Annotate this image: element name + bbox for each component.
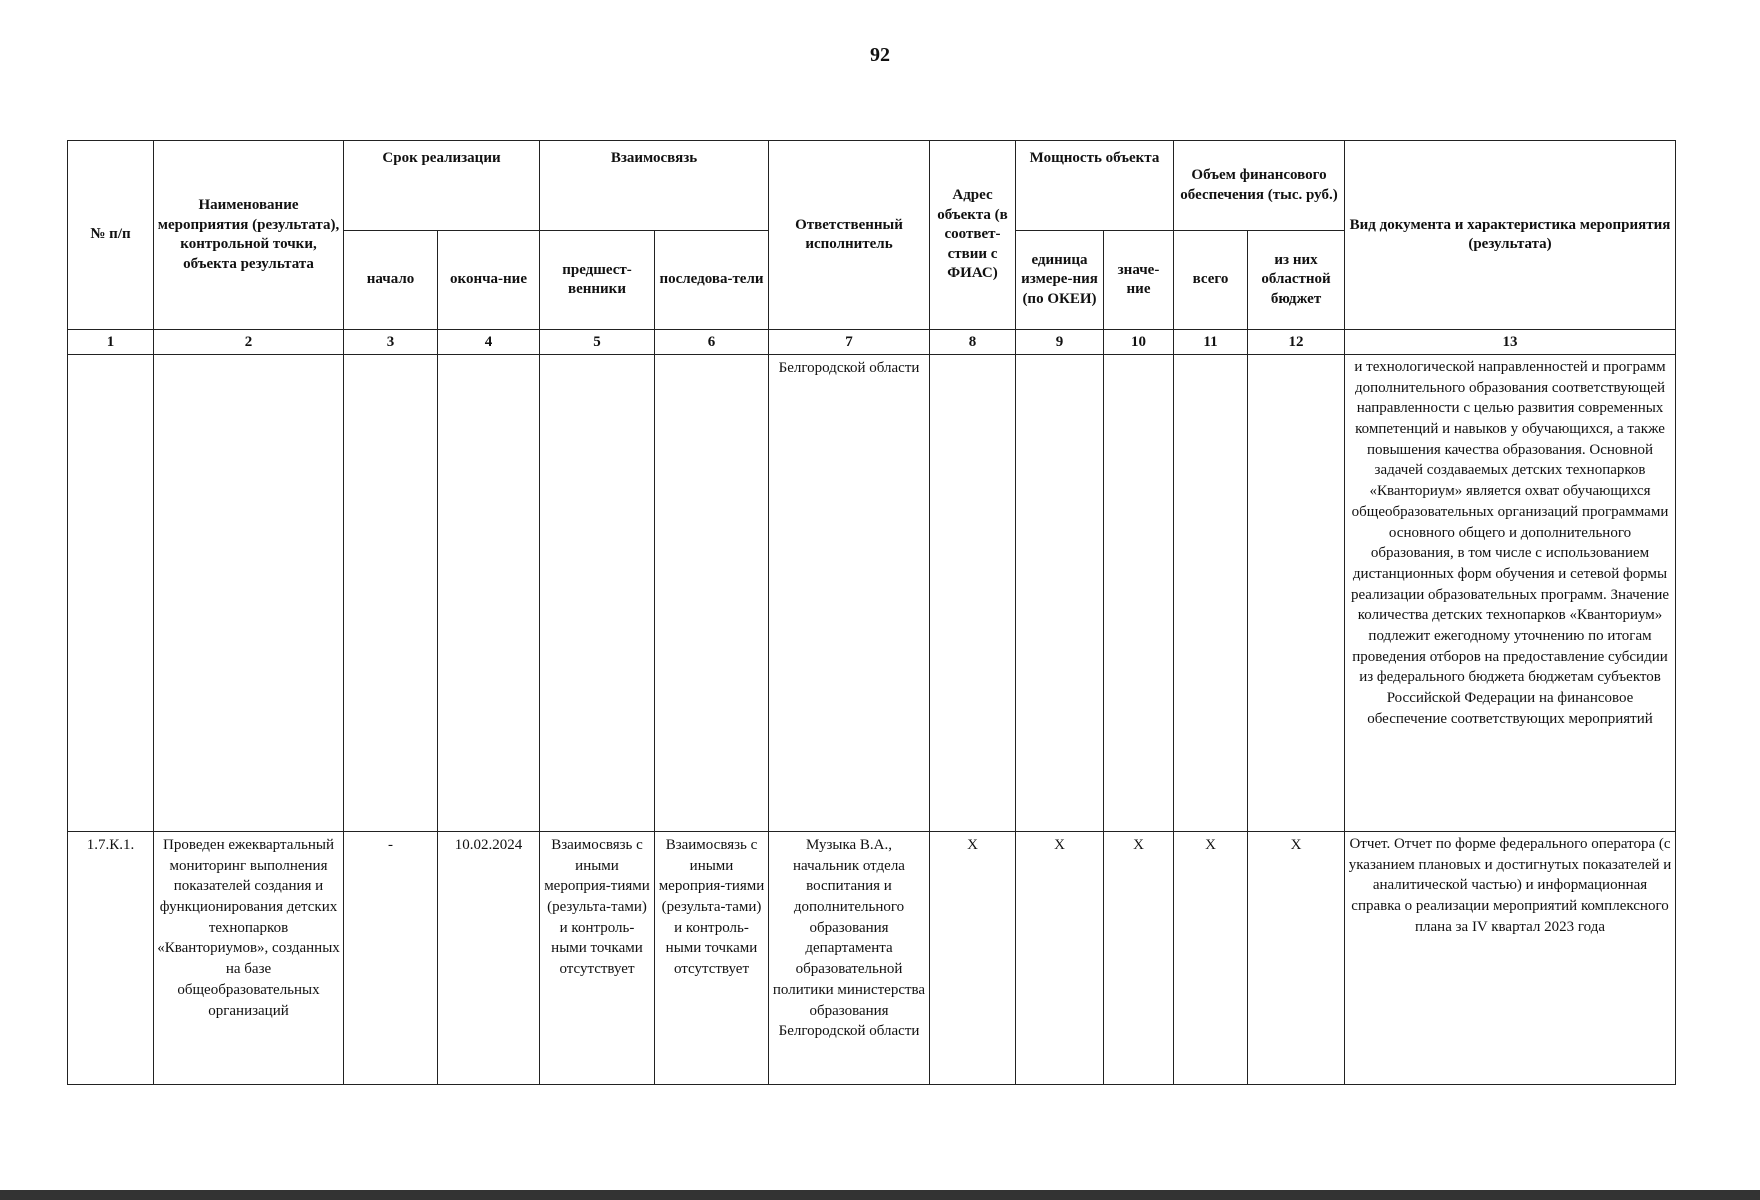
header-capacity: Мощность объекта: [1016, 141, 1174, 231]
cell-num: 1.7.К.1.: [68, 832, 154, 1085]
column-number: 6: [655, 330, 769, 355]
header-term-start: начало: [344, 231, 438, 330]
cell-prev: Взаимосвязь с иными мероприя-тиями (результа-тами) и контроль-ными точками отсутствует: [540, 832, 655, 1085]
cell-value: [1104, 355, 1174, 832]
header-finance-total: всего: [1174, 231, 1248, 330]
table-row-continuation: [68, 355, 1676, 832]
cell-doc: Отчет. Отчет по форме федерального оператора (с указанием плановых и достигнутых показателей и аналитической частью) и информационная справка о реализации мероприятий комплексного плана за IV квартал 2023 года: [1345, 832, 1676, 1085]
cell-responsible: Белгородской области: [769, 355, 930, 832]
column-number: 7: [769, 330, 930, 355]
header-address: Адрес объекта (в соответ-ствии с ФИАС): [930, 141, 1016, 330]
cell-end: [438, 355, 540, 832]
header-num: № п/п: [68, 141, 154, 330]
cell-address: X: [930, 832, 1016, 1085]
activity-plan-table: [67, 140, 1676, 1085]
column-number: 3: [344, 330, 438, 355]
column-number: 10: [1104, 330, 1174, 355]
page-number: 92: [870, 44, 890, 66]
cell-regional: X: [1248, 832, 1345, 1085]
column-number: 11: [1174, 330, 1248, 355]
header-capacity-value: значе-ние: [1104, 231, 1174, 330]
column-number: 9: [1016, 330, 1104, 355]
header-finance-regional: из них областной бюджет: [1248, 231, 1345, 330]
cell-doc: и технологической направленностей и программ дополнительного образования соответствующей направленности с целью развития современных компетенций и навыков у обучающихся, а также повышения качества образования. Основной задачей создаваемых детских технопарков «Кванториум» является охват обучающихся общеобразовательных организаций программами основного общего и дополнительного образования, в том числе с использованием дистанционных форм обучения и сетевой формы реализации образовательных программ. Значение количества детских технопарков «Кванториум» подлежит ежегодному уточнению по итогам проведения отборов на предоставление субсидии из федерального бюджета бюджетам субъектов Российской Федерации на финансовое обеспечение соответствующих мероприятий: [1345, 355, 1676, 832]
cell-start: -: [344, 832, 438, 1085]
column-number: 8: [930, 330, 1016, 355]
header-relation-next: последова-тели: [655, 231, 769, 330]
cell-next: [655, 355, 769, 832]
cell-total: X: [1174, 832, 1248, 1085]
cell-name: Проведен ежеквартальный мониторинг выполнения показателей создания и функционирования детских технопарков «Кванториумов», созданных на базе общеобразовательных организаций: [154, 832, 344, 1085]
column-number: 13: [1345, 330, 1676, 355]
header-relation: Взаимосвязь: [540, 141, 769, 231]
table-row-1-7-k-1: [68, 832, 1676, 1085]
cell-end: 10.02.2024: [438, 832, 540, 1085]
cell-regional: [1248, 355, 1345, 832]
cell-unit: X: [1016, 832, 1104, 1085]
header-term-end: оконча-ние: [438, 231, 540, 330]
scan-edge: [0, 1190, 1760, 1200]
column-number: 12: [1248, 330, 1345, 355]
header-relation-prev: предшест-венники: [540, 231, 655, 330]
column-number: 4: [438, 330, 540, 355]
cell-unit: [1016, 355, 1104, 832]
cell-name: [154, 355, 344, 832]
cell-value: X: [1104, 832, 1174, 1085]
cell-address: [930, 355, 1016, 832]
cell-total: [1174, 355, 1248, 832]
cell-next: Взаимосвязь с иными мероприя-тиями (результа-тами) и контроль-ными точками отсутствует: [655, 832, 769, 1085]
header-doc: Вид документа и характеристика мероприятия (результата): [1345, 141, 1676, 330]
cell-num: [68, 355, 154, 832]
cell-start: [344, 355, 438, 832]
header-row-top: [68, 141, 1676, 231]
header-term: Срок реализации: [344, 141, 540, 231]
column-number: 5: [540, 330, 655, 355]
cell-prev: [540, 355, 655, 832]
cell-responsible: Музыка В.А., начальник отдела воспитания и дополнительного образования департамента образовательной политики министерства образования Белгородской области: [769, 832, 930, 1085]
header-responsible: Ответственный исполнитель: [769, 141, 930, 330]
header-finance: Объем финансового обеспечения (тыс. руб.): [1174, 141, 1345, 231]
column-number: 2: [154, 330, 344, 355]
column-number-row: [68, 330, 1676, 355]
header-name: Наименование мероприятия (результата), контрольной точки, объекта результата: [154, 141, 344, 330]
header-capacity-unit: единица измере-ния (по ОКЕИ): [1016, 231, 1104, 330]
column-number: 1: [68, 330, 154, 355]
